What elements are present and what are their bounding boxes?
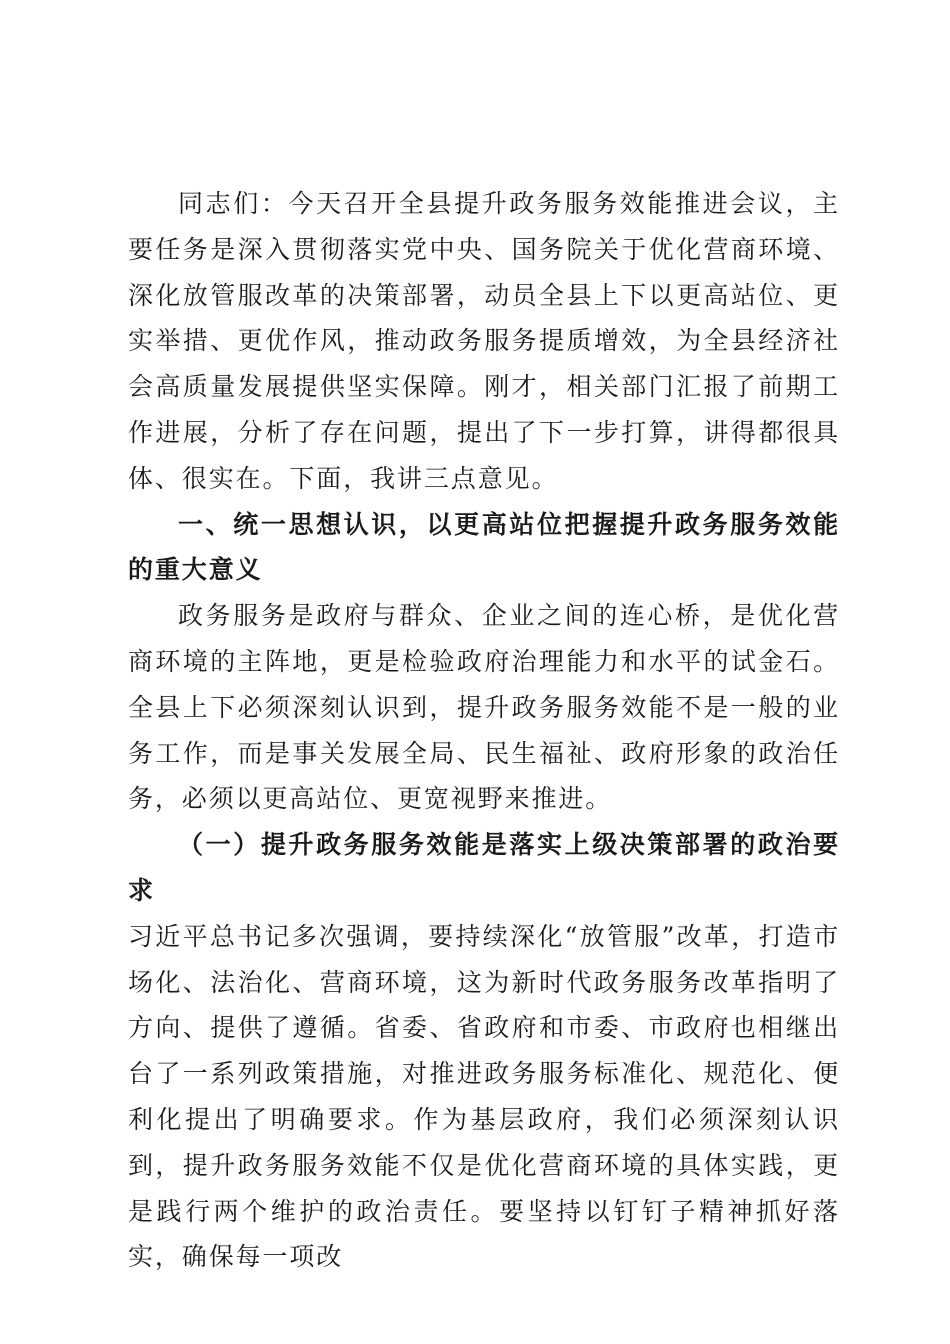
opening-paragraph: 同志们：今天召开全县提升政务服务效能推进会议，主要任务是深入贯彻落实党中央、国务院关于优化营商环境、深化放管服改革的决策部署，动员全县上下以更高站位、更实举措、更优作风，推动政务服务提质增效，为全县经济社会高质量发展提供坚实保障。刚才，相关部门汇报了前期工作进展，分析了存在问题，提出了下一步打算，讲得都很具体、很实在。下面，我讲三点意见。	[128, 189, 840, 493]
subsection-1-heading: （一）提升政务服务效能是落实上级决策部署的政治要求	[128, 830, 840, 905]
section-1-paragraph: 政务服务是政府与群众、企业之间的连心桥，是优化营商环境的主阵地，更是检验政府治理能力和水平的试金石。全县上下必须深刻认识到，提升政务服务效能不是一般的业务工作，而是事关发展全局、民生福祉、政府形象的政治任务，必须以更高站位、更宽视野来推进。	[128, 601, 840, 814]
document-body	[128, 181, 840, 1280]
section-1-heading: 一、统一思想认识，以更高站位把握提升政务服务效能的重大意义	[128, 509, 840, 585]
subsection-1-paragraph: 习近平总书记多次强调，要持续深化“放管服”改革，打造市场化、法治化、营商环境，这为新时代政务服务改革指明了方向、提供了遵循。省委、省政府和市委、市政府也相继出台了一系列政策措施，对推进政务服务标准化、规范化、便利化提出了明确要求。作为基层政府，我们必须深刻认识到，提升政务服务效能不仅是优化营商环境的具体实践，更是践行两个维护的政治责任。要坚持以钉钉子精神抓好落实，确保每一项改	[128, 921, 840, 1272]
